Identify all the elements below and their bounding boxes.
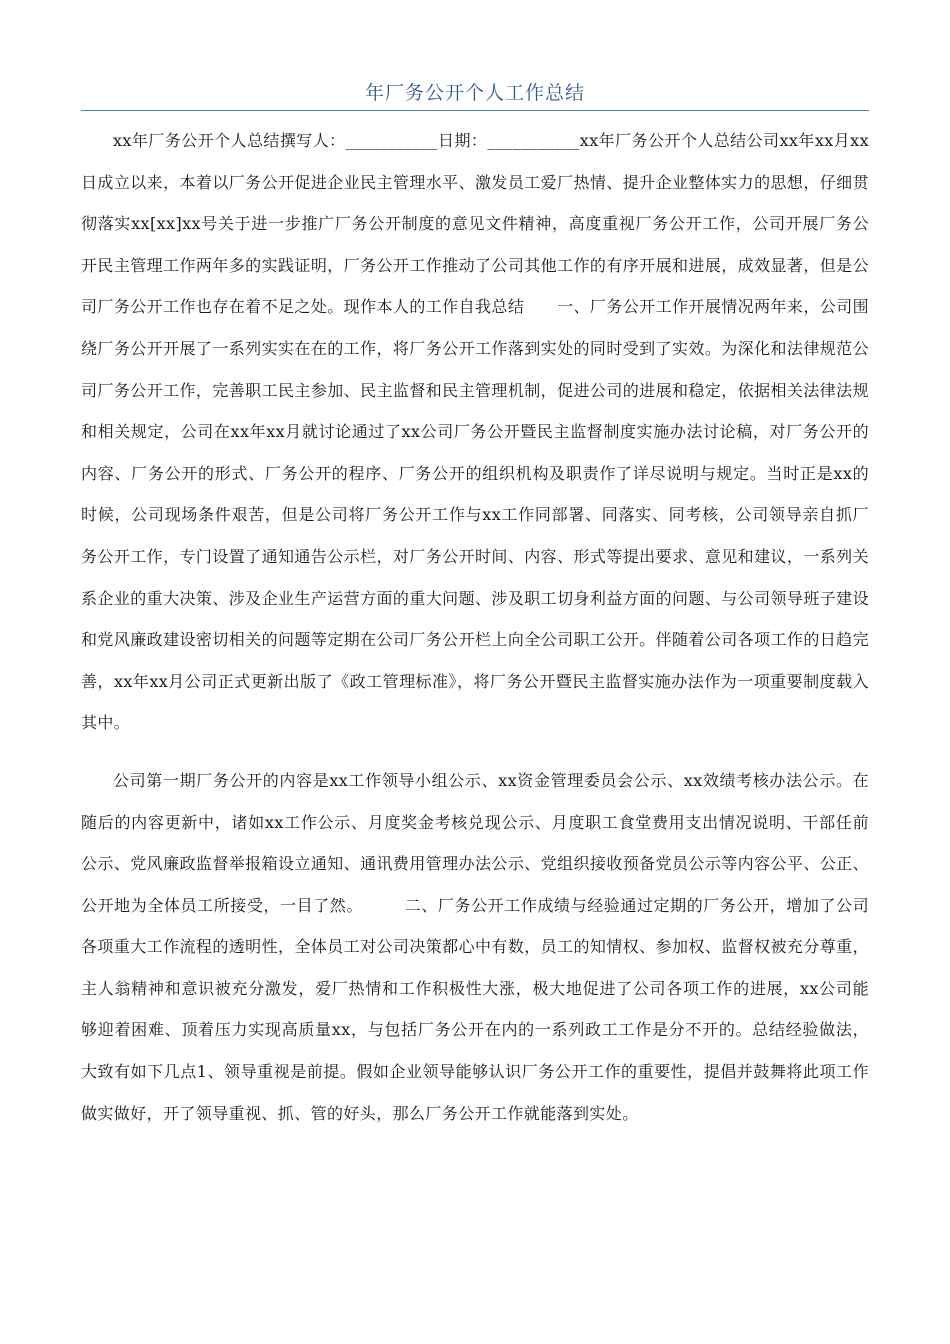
- document-page: [81, 78, 869, 1134]
- body-paragraph-1: xx年厂务公开个人总结撰写人：___________日期：___________xx年厂务公开个人总结公司xx年xx月xx日成立以来，本着以厂务公开促进企业民主管理水平、激发员工爱厂热情、提升企业整体实力的思想，仔细贯彻落实xx[xx]xx号关于进一步推广厂务公开制度的意见文件精神，高度重视厂务公开工作，公司开展厂务公开民主管理工作两年多的实践证明，厂务公开工作推动了公司其他工作的有序开展和进展，成效显著，但是公司厂务公开工作也存在着不足之处。现作本人的工作自我总结 一、厂务公开工作开展情况两年来，公司围绕厂务公开开展了一系列实实在在的工作，将厂务公开工作落到实处的同时受到了实效。为深化和法律规范公司厂务公开工作，完善职工民主参加、民主监督和民主管理机制，促进公司的进展和稳定，依据相关法律法规和相关规定，公司在xx年xx月就讨论通过了xx公司厂务公开暨民主监督制度实施办法讨论稿，对厂务公开的内容、厂务公开的形式、厂务公开的程序、厂务公开的组织机构及职责作了详尽说明与规定。当时正是xx的时候，公司现场条件艰苦，但是公司将厂务公开工作与xx工作同部署、同落实、同考核，公司领导亲自抓厂务公开工作，专门设置了通知通告公示栏，对厂务公开时间、内容、形式等提出要求、意见和建议，一系列关系企业的重大决策、涉及企业生产运营方面的重大问题、涉及职工切身利益方面的问题、与公司领导班子建设和党风廉政建设密切相关的问题等定期在公司厂务公开栏上向全公司职工公开。伴随着公司各项工作的日趋完善，xx年xx月公司正式更新出版了《政工管理标准》，将厂务公开暨民主监督实施办法作为一项重要制度载入其中。: [81, 131, 869, 733]
- document-title: 年厂务公开个人工作总结: [81, 78, 869, 111]
- body-paragraph-2: 公司第一期厂务公开的内容是xx工作领导小组公示、xx资金管理委员会公示、xx效绩考核办法公示。在随后的内容更新中，诸如xx工作公示、月度奖金考核兑现公示、月度职工食堂费用支出情况说明、干部任前公示、党风廉政监督举报箱设立通知、通讯费用管理办法公示、党组织接收预备党员公示等内容公平、公正、公开地为全体员工所接受，一目了然。 二、厂务公开工作成绩与经验通过定期的厂务公开，增加了公司各项重大工作流程的透明性，全体员工对公司决策都心中有数，员工的知情权、参加权、监督权被充分尊重，主人翁精神和意识被充分激发，爱厂热情和工作积极性大涨，极大地促进了公司各项工作的进展，xx公司能够迎着困难、顶着压力实现高质量xx，与包括厂务公开在内的一系列政工工作是分不开的。总结经验做法，大致有如下几点1、领导重视是前提。假如企业领导能够认识厂务公开工作的重要性，提倡并鼓舞将此项工作做实做好，开了领导重视、抓、管的好头，那么厂务公开工作就能落到实处。: [81, 770, 869, 1123]
